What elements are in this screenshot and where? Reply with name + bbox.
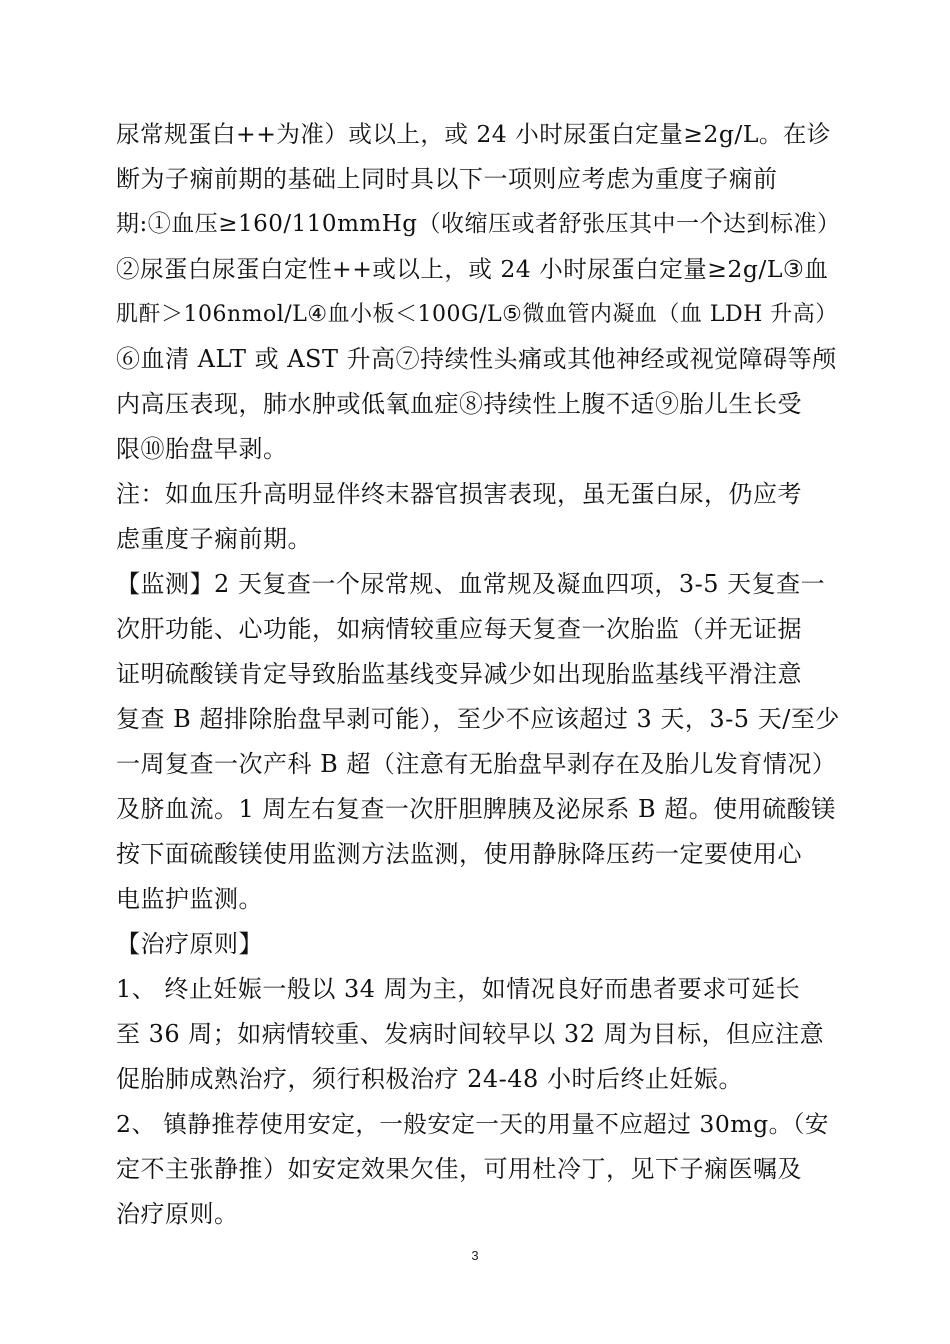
paragraph xyxy=(116,1102,840,1237)
text-line: 电监护监测。 xyxy=(116,885,263,913)
text-line: 一周复查一次产科 B 超（注意有无胎盘早剥存在及胎儿发育情况） xyxy=(116,750,837,778)
text-line: 证明硫酸镁肯定导致胎监基线变异减少如出现胎监基线平滑注意 xyxy=(116,660,802,688)
text-line: 治疗原则。 xyxy=(116,1200,239,1228)
document-body xyxy=(116,112,840,1237)
text-line: 肌酐＞106nmol/L④血小板＜100G/L⑤微血管内凝血（血 LDH 升高） xyxy=(116,302,838,327)
text-line: 按下面硫酸镁使用监测方法监测，使用静脉降压药一定要使用心 xyxy=(116,840,802,868)
paragraph xyxy=(116,112,840,472)
paragraph xyxy=(116,967,840,1102)
page-number: 3 xyxy=(471,1248,479,1263)
text-line: 次肝功能、心功能，如病情较重应每天复查一次胎监（并无证据 xyxy=(116,615,802,643)
text-line: 【监测】2 天复查一个尿常规、血常规及凝血四项，3-5 天复查一 xyxy=(116,570,826,598)
text-line: 2、 镇静推荐使用安定，一般安定一天的用量不应超过 30mg。（安 xyxy=(116,1110,829,1138)
text-line: 虑重度子痫前期。 xyxy=(116,525,312,553)
text-line: 定不主张静推）如安定效果欠佳，可用杜冷丁，见下子痫医嘱及 xyxy=(116,1155,802,1183)
text-line: 促胎肺成熟治疗，须行积极治疗 24-48 小时后终止妊娠。 xyxy=(116,1065,743,1093)
text-line: 1、 终止妊娠一般以 34 周为主，如情况良好而患者要求可延长 xyxy=(116,975,801,1003)
text-line: 注：如血压升高明显伴终末器官损害表现，虽无蛋白尿，仍应考 xyxy=(116,480,802,508)
text-line: ②尿蛋白尿蛋白定性++或以上，或 24 小时尿蛋白定量≥2g/L③血 xyxy=(116,255,829,283)
paragraph xyxy=(116,922,840,967)
text-line: 断为子痫前期的基础上同时具以下一项则应考虑为重度子痫前 xyxy=(116,165,778,193)
text-line: 期:①血压≥160/110mmHg（收缩压或者舒张压其中一个达到标准） xyxy=(116,211,841,237)
text-line: 复查 B 超排除胎盘早剥可能），至少不应该超过 3 天，3-5 天/至少 xyxy=(116,705,840,733)
text-line: 及脐血流。1 周左右复查一次肝胆脾胰及泌尿系 B 超。使用硫酸镁 xyxy=(116,795,836,823)
text-line: 内高压表现，肺水肿或低氧血症⑧持续性上腹不适⑨胎儿生长受 xyxy=(116,390,802,418)
text-line: 至 36 周；如病情较重、发病时间较早以 32 周为目标，但应注意 xyxy=(116,1020,825,1048)
text-line: 【治疗原则】 xyxy=(116,930,263,958)
paragraph xyxy=(116,472,840,562)
paragraph xyxy=(116,562,840,922)
text-line: 限⑩胎盘早剥。 xyxy=(116,435,288,463)
text-line: 尿常规蛋白++为准）或以上，或 24 小时尿蛋白定量≥2g/L。在诊 xyxy=(116,120,831,148)
text-line: ⑥血清 ALT 或 AST 升高⑦持续性头痛或其他神经或视觉障碍等颅 xyxy=(116,345,837,373)
